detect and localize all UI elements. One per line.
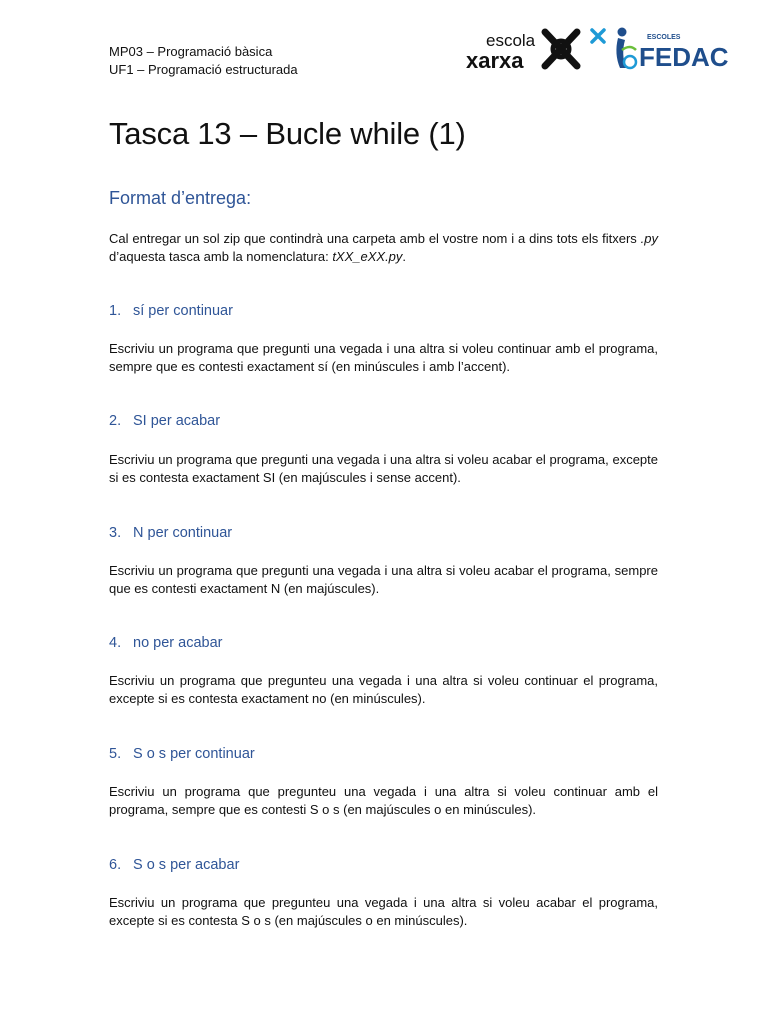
section-text: Escriviu un programa que pregunti una vegada i una altra si voleu acabar el programa, excepte si es contesta exactament SI (en majúscules i sense accent).	[109, 452, 658, 485]
section-text: Escriviu un programa que pregunti una vegada i una altra si voleu continuar amb el programa, sempre que es contesti exactament sí (en minúscules i amb l’accent).	[109, 341, 658, 374]
ext-text: .py	[640, 231, 658, 246]
section-text: Escriviu un programa que pregunti una vegada i una altra si voleu acabar el programa, sempre que es contesti exactament N (en majúscules).	[109, 563, 658, 596]
section-text: Escriviu un programa que pregunteu una vegada i una altra si voleu continuar amb el programa, sempre que es contesti S o s (en majúscules o en minúscules).	[109, 784, 658, 817]
section-heading: 3. N per continuar	[109, 525, 233, 541]
course-header	[109, 43, 298, 79]
fedac-small-text: ESCOLES	[647, 34, 681, 41]
logos	[464, 24, 734, 76]
xarxa-x-icon	[545, 32, 577, 66]
section-text: Escriviu un programa que pregunteu una vegada i una altra si voleu continuar el programa, excepte si es contesta exactament no (en minúscules).	[109, 673, 658, 706]
fedac-logo-icon	[616, 28, 636, 69]
naming-text: tXX_eXX.py	[332, 249, 403, 264]
section-heading: 1. sí per continuar	[109, 303, 233, 319]
section-heading: 6. S o s per acabar	[109, 857, 240, 873]
section-heading: 5. S o s per continuar	[109, 746, 255, 762]
logo-escola-text: escola	[486, 31, 536, 50]
blue-cross-icon	[592, 30, 604, 42]
module-line: MP03 – Programació bàsica	[109, 44, 273, 59]
format-heading: Format d’entrega:	[109, 188, 252, 208]
unit-line: UF1 – Programació estructurada	[109, 62, 298, 77]
logo-xarxa-text: xarxa	[466, 48, 524, 73]
section-heading: 4. no per acabar	[109, 635, 223, 651]
section-text: Escriviu un programa que pregunteu una vegada i una altra si voleu acabar el programa, excepte si es contesta S o s (en majúscules o en minúscules).	[109, 895, 658, 928]
format-text: Cal entregar un sol zip que contindrà una carpeta amb el vostre nom i a dins tots els fitxers .py d’aquesta tasca amb la nomenclatura: tXX_eXX.py.	[109, 231, 658, 264]
fedac-big-text: FEDAC	[639, 42, 729, 72]
section-heading: 2. SI per acabar	[109, 413, 221, 429]
page-title: Tasca 13 – Bucle while (1)	[109, 116, 466, 151]
